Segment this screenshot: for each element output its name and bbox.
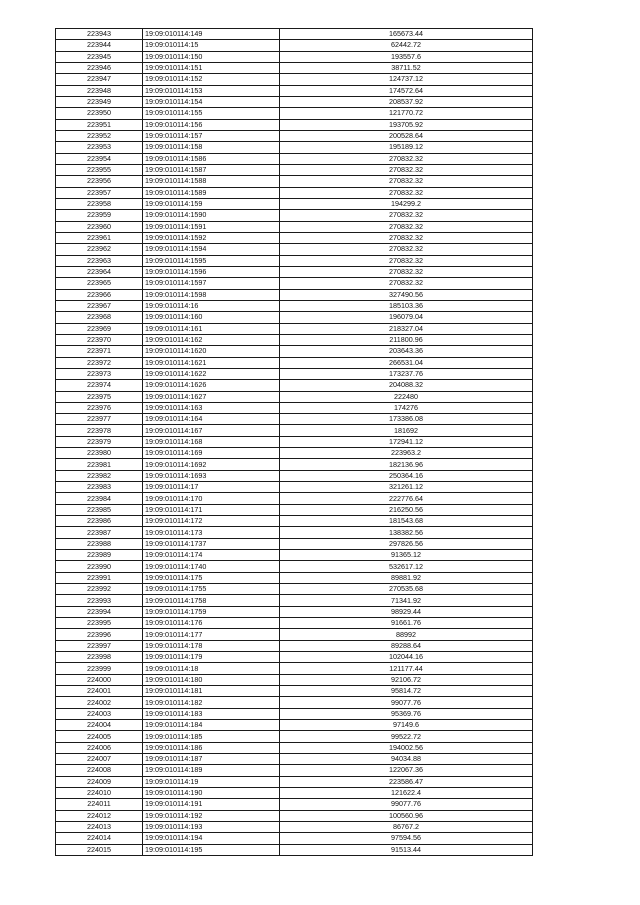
table-row <box>56 821 533 832</box>
table-row <box>56 142 533 153</box>
cadastral-number-cell: 19:09:010114:1589 <box>143 187 280 198</box>
cadastral-number-cell: 19:09:010114:181 <box>143 686 280 697</box>
cadastral-number-cell: 19:09:010114:182 <box>143 697 280 708</box>
cadastral-number-cell: 19:09:010114:1740 <box>143 561 280 572</box>
value-cell: 270832.32 <box>280 221 533 232</box>
cadastral-number-cell: 19:09:010114:193 <box>143 821 280 832</box>
value-cell: 92106.72 <box>280 674 533 685</box>
cadastral-number-cell: 19:09:010114:162 <box>143 334 280 345</box>
value-cell: 181543.68 <box>280 516 533 527</box>
value-cell: 223963.2 <box>280 448 533 459</box>
cadastral-number-cell: 19:09:010114:19 <box>143 776 280 787</box>
row-number-cell: 224005 <box>56 731 143 742</box>
table-row <box>56 187 533 198</box>
value-cell: 270535.68 <box>280 584 533 595</box>
row-number-cell: 223993 <box>56 595 143 606</box>
row-number-cell: 223998 <box>56 652 143 663</box>
cadastral-number-cell: 19:09:010114:16 <box>143 300 280 311</box>
table-row <box>56 425 533 436</box>
cadastral-number-cell: 19:09:010114:153 <box>143 85 280 96</box>
row-number-cell: 223979 <box>56 436 143 447</box>
value-cell: 182136.96 <box>280 459 533 470</box>
row-number-cell: 223969 <box>56 323 143 334</box>
cadastral-number-cell: 19:09:010114:183 <box>143 708 280 719</box>
table-row <box>56 334 533 345</box>
row-number-cell: 223995 <box>56 618 143 629</box>
cadastral-number-cell: 19:09:010114:1596 <box>143 266 280 277</box>
value-cell: 99522.72 <box>280 731 533 742</box>
row-number-cell: 223999 <box>56 663 143 674</box>
row-number-cell: 224015 <box>56 844 143 855</box>
cadastral-number-cell: 19:09:010114:18 <box>143 663 280 674</box>
row-number-cell: 223974 <box>56 380 143 391</box>
table-row <box>56 584 533 595</box>
table-row <box>56 153 533 164</box>
value-cell: 216250.56 <box>280 504 533 515</box>
table-row <box>56 720 533 731</box>
table-row <box>56 618 533 629</box>
row-number-cell: 223996 <box>56 629 143 640</box>
table-row <box>56 198 533 209</box>
cadastral-number-cell: 19:09:010114:1588 <box>143 176 280 187</box>
row-number-cell: 223992 <box>56 584 143 595</box>
value-cell: 89288.64 <box>280 640 533 651</box>
cadastral-number-cell: 19:09:010114:163 <box>143 402 280 413</box>
row-number-cell: 223961 <box>56 232 143 243</box>
table-row <box>56 51 533 62</box>
cadastral-number-cell: 19:09:010114:1626 <box>143 380 280 391</box>
value-cell: 173237.76 <box>280 368 533 379</box>
cadastral-number-cell: 19:09:010114:173 <box>143 527 280 538</box>
row-number-cell: 224007 <box>56 754 143 765</box>
table-row <box>56 697 533 708</box>
table-row <box>56 833 533 844</box>
value-cell: 71341.92 <box>280 595 533 606</box>
cadastral-number-cell: 19:09:010114:15 <box>143 40 280 51</box>
row-number-cell: 223944 <box>56 40 143 51</box>
table-row <box>56 232 533 243</box>
table-row <box>56 776 533 787</box>
row-number-cell: 223947 <box>56 74 143 85</box>
value-cell: 270832.32 <box>280 210 533 221</box>
value-cell: 91661.76 <box>280 618 533 629</box>
value-cell: 327490.56 <box>280 289 533 300</box>
row-number-cell: 223964 <box>56 266 143 277</box>
table-row <box>56 414 533 425</box>
row-number-cell: 223960 <box>56 221 143 232</box>
value-cell: 270832.32 <box>280 244 533 255</box>
row-number-cell: 223994 <box>56 606 143 617</box>
cadastral-number-cell: 19:09:010114:172 <box>143 516 280 527</box>
row-number-cell: 223966 <box>56 289 143 300</box>
table-row <box>56 754 533 765</box>
cadastral-number-cell: 19:09:010114:174 <box>143 550 280 561</box>
row-number-cell: 223983 <box>56 482 143 493</box>
value-cell: 88992 <box>280 629 533 640</box>
cadastral-number-cell: 19:09:010114:1627 <box>143 391 280 402</box>
row-number-cell: 224008 <box>56 765 143 776</box>
row-number-cell: 223963 <box>56 255 143 266</box>
table-row <box>56 493 533 504</box>
cadastral-number-cell: 19:09:010114:179 <box>143 652 280 663</box>
cadastral-number-cell: 19:09:010114:184 <box>143 720 280 731</box>
value-cell: 270832.32 <box>280 176 533 187</box>
table-row <box>56 323 533 334</box>
cadastral-number-cell: 19:09:010114:178 <box>143 640 280 651</box>
cadastral-number-cell: 19:09:010114:17 <box>143 482 280 493</box>
table-row <box>56 810 533 821</box>
row-number-cell: 223945 <box>56 51 143 62</box>
row-number-cell: 224014 <box>56 833 143 844</box>
value-cell: 95814.72 <box>280 686 533 697</box>
table-row <box>56 368 533 379</box>
value-cell: 211800.96 <box>280 334 533 345</box>
value-cell: 218327.04 <box>280 323 533 334</box>
value-cell: 100560.96 <box>280 810 533 821</box>
cadastral-number-cell: 19:09:010114:190 <box>143 787 280 798</box>
table-row <box>56 448 533 459</box>
cadastral-number-cell: 19:09:010114:152 <box>143 74 280 85</box>
cadastral-number-cell: 19:09:010114:191 <box>143 799 280 810</box>
cadastral-number-cell: 19:09:010114:169 <box>143 448 280 459</box>
table-row <box>56 130 533 141</box>
table-row <box>56 640 533 651</box>
cadastral-number-cell: 19:09:010114:1755 <box>143 584 280 595</box>
table-row <box>56 799 533 810</box>
row-number-cell: 223982 <box>56 470 143 481</box>
cadastral-number-cell: 19:09:010114:1591 <box>143 221 280 232</box>
value-cell: 532617.12 <box>280 561 533 572</box>
value-cell: 173386.08 <box>280 414 533 425</box>
cadastral-number-cell: 19:09:010114:161 <box>143 323 280 334</box>
cadastral-number-cell: 19:09:010114:170 <box>143 493 280 504</box>
cadastral-number-cell: 19:09:010114:157 <box>143 130 280 141</box>
value-cell: 122067.36 <box>280 765 533 776</box>
row-number-cell: 224009 <box>56 776 143 787</box>
cadastral-number-cell: 19:09:010114:180 <box>143 674 280 685</box>
cadastral-number-cell: 19:09:010114:186 <box>143 742 280 753</box>
table-row <box>56 346 533 357</box>
cadastral-number-cell: 19:09:010114:1587 <box>143 164 280 175</box>
value-cell: 270832.32 <box>280 164 533 175</box>
value-cell: 203643.36 <box>280 346 533 357</box>
table-row <box>56 108 533 119</box>
cadastral-number-cell: 19:09:010114:1622 <box>143 368 280 379</box>
cadastral-number-cell: 19:09:010114:1693 <box>143 470 280 481</box>
row-number-cell: 223956 <box>56 176 143 187</box>
row-number-cell: 223989 <box>56 550 143 561</box>
value-cell: 194299.2 <box>280 198 533 209</box>
table-row <box>56 221 533 232</box>
table-row <box>56 482 533 493</box>
row-number-cell: 223990 <box>56 561 143 572</box>
table-row <box>56 663 533 674</box>
cadastral-number-cell: 19:09:010114:1586 <box>143 153 280 164</box>
cadastral-number-cell: 19:09:010114:1594 <box>143 244 280 255</box>
table-row <box>56 300 533 311</box>
value-cell: 185103.36 <box>280 300 533 311</box>
row-number-cell: 223951 <box>56 119 143 130</box>
row-number-cell: 223980 <box>56 448 143 459</box>
cadastral-number-cell: 19:09:010114:1692 <box>143 459 280 470</box>
value-cell: 86767.2 <box>280 821 533 832</box>
table-row <box>56 312 533 323</box>
row-number-cell: 224010 <box>56 787 143 798</box>
table-row <box>56 266 533 277</box>
cadastral-number-cell: 19:09:010114:167 <box>143 425 280 436</box>
value-cell: 194002.56 <box>280 742 533 753</box>
table-row <box>56 787 533 798</box>
row-number-cell: 223957 <box>56 187 143 198</box>
table-row <box>56 85 533 96</box>
cadastral-number-cell: 19:09:010114:160 <box>143 312 280 323</box>
value-cell: 270832.32 <box>280 153 533 164</box>
row-number-cell: 223965 <box>56 278 143 289</box>
value-cell: 270832.32 <box>280 278 533 289</box>
value-cell: 266531.04 <box>280 357 533 368</box>
table-row <box>56 40 533 51</box>
row-number-cell: 223981 <box>56 459 143 470</box>
row-number-cell: 223971 <box>56 346 143 357</box>
table-row <box>56 459 533 470</box>
cadastral-number-cell: 19:09:010114:164 <box>143 414 280 425</box>
value-cell: 99077.76 <box>280 697 533 708</box>
row-number-cell: 223943 <box>56 29 143 40</box>
value-cell: 165673.44 <box>280 29 533 40</box>
value-cell: 102044.16 <box>280 652 533 663</box>
cadastral-number-cell: 19:09:010114:155 <box>143 108 280 119</box>
cadastral-number-cell: 19:09:010114:151 <box>143 62 280 73</box>
row-number-cell: 223959 <box>56 210 143 221</box>
table-row <box>56 436 533 447</box>
value-cell: 97149.6 <box>280 720 533 731</box>
value-cell: 98929.44 <box>280 606 533 617</box>
row-number-cell: 224013 <box>56 821 143 832</box>
cadastral-number-cell: 19:09:010114:194 <box>143 833 280 844</box>
table-row <box>56 686 533 697</box>
cadastral-number-cell: 19:09:010114:159 <box>143 198 280 209</box>
table-row <box>56 538 533 549</box>
value-cell: 91513.44 <box>280 844 533 855</box>
value-cell: 174572.64 <box>280 85 533 96</box>
cadastral-number-cell: 19:09:010114:158 <box>143 142 280 153</box>
table-row <box>56 62 533 73</box>
cadastral-number-cell: 19:09:010114:1598 <box>143 289 280 300</box>
table-row <box>56 289 533 300</box>
value-cell: 181692 <box>280 425 533 436</box>
table-row <box>56 606 533 617</box>
row-number-cell: 223962 <box>56 244 143 255</box>
cadastral-number-cell: 19:09:010114:150 <box>143 51 280 62</box>
table-row <box>56 561 533 572</box>
cadastral-number-cell: 19:09:010114:1592 <box>143 232 280 243</box>
cadastral-number-cell: 19:09:010114:1597 <box>143 278 280 289</box>
cadastral-number-cell: 19:09:010114:185 <box>143 731 280 742</box>
table-body <box>56 29 533 856</box>
row-number-cell: 223976 <box>56 402 143 413</box>
value-cell: 195189.12 <box>280 142 533 153</box>
row-number-cell: 223950 <box>56 108 143 119</box>
row-number-cell: 223986 <box>56 516 143 527</box>
table-row <box>56 629 533 640</box>
table-row <box>56 550 533 561</box>
table-row <box>56 516 533 527</box>
row-number-cell: 223954 <box>56 153 143 164</box>
table-row <box>56 527 533 538</box>
row-number-cell: 224002 <box>56 697 143 708</box>
cadastral-number-cell: 19:09:010114:1620 <box>143 346 280 357</box>
row-number-cell: 224004 <box>56 720 143 731</box>
row-number-cell: 223975 <box>56 391 143 402</box>
value-cell: 121622.4 <box>280 787 533 798</box>
value-cell: 270832.32 <box>280 187 533 198</box>
table-row <box>56 357 533 368</box>
row-number-cell: 223958 <box>56 198 143 209</box>
cadastral-value-table <box>55 28 533 856</box>
value-cell: 223586.47 <box>280 776 533 787</box>
table-row <box>56 470 533 481</box>
cadastral-number-cell: 19:09:010114:1590 <box>143 210 280 221</box>
cadastral-number-cell: 19:09:010114:195 <box>143 844 280 855</box>
cadastral-number-cell: 19:09:010114:177 <box>143 629 280 640</box>
row-number-cell: 224012 <box>56 810 143 821</box>
row-number-cell: 223953 <box>56 142 143 153</box>
row-number-cell: 224000 <box>56 674 143 685</box>
cadastral-number-cell: 19:09:010114:187 <box>143 754 280 765</box>
cadastral-number-cell: 19:09:010114:175 <box>143 572 280 583</box>
table-row <box>56 391 533 402</box>
cadastral-number-cell: 19:09:010114:149 <box>143 29 280 40</box>
row-number-cell: 224003 <box>56 708 143 719</box>
table-row <box>56 210 533 221</box>
value-cell: 204088.32 <box>280 380 533 391</box>
cadastral-number-cell: 19:09:010114:171 <box>143 504 280 515</box>
value-cell: 270832.32 <box>280 232 533 243</box>
table-row <box>56 74 533 85</box>
value-cell: 89881.92 <box>280 572 533 583</box>
table-row <box>56 29 533 40</box>
value-cell: 121770.72 <box>280 108 533 119</box>
table-row <box>56 674 533 685</box>
row-number-cell: 223985 <box>56 504 143 515</box>
row-number-cell: 223984 <box>56 493 143 504</box>
table-row <box>56 504 533 515</box>
table-row <box>56 255 533 266</box>
cadastral-number-cell: 19:09:010114:154 <box>143 96 280 107</box>
value-cell: 124737.12 <box>280 74 533 85</box>
table-row <box>56 164 533 175</box>
table-row <box>56 708 533 719</box>
cadastral-number-cell: 19:09:010114:1737 <box>143 538 280 549</box>
cadastral-number-cell: 19:09:010114:1595 <box>143 255 280 266</box>
table-row <box>56 731 533 742</box>
table-row <box>56 244 533 255</box>
cadastral-number-cell: 19:09:010114:189 <box>143 765 280 776</box>
value-cell: 62442.72 <box>280 40 533 51</box>
table-row <box>56 844 533 855</box>
value-cell: 121177.44 <box>280 663 533 674</box>
table-row <box>56 652 533 663</box>
row-number-cell: 223946 <box>56 62 143 73</box>
value-cell: 270832.32 <box>280 266 533 277</box>
cadastral-number-cell: 19:09:010114:168 <box>143 436 280 447</box>
value-cell: 250364.16 <box>280 470 533 481</box>
row-number-cell: 223968 <box>56 312 143 323</box>
value-cell: 193705.92 <box>280 119 533 130</box>
row-number-cell: 223972 <box>56 357 143 368</box>
value-cell: 91365.12 <box>280 550 533 561</box>
cadastral-number-cell: 19:09:010114:192 <box>143 810 280 821</box>
row-number-cell: 223970 <box>56 334 143 345</box>
table-row <box>56 765 533 776</box>
value-cell: 38711.52 <box>280 62 533 73</box>
row-number-cell: 223978 <box>56 425 143 436</box>
table-row <box>56 380 533 391</box>
table-row <box>56 572 533 583</box>
value-cell: 94034.88 <box>280 754 533 765</box>
cadastral-number-cell: 19:09:010114:156 <box>143 119 280 130</box>
cadastral-number-cell: 19:09:010114:1759 <box>143 606 280 617</box>
value-cell: 138382.56 <box>280 527 533 538</box>
value-cell: 97594.56 <box>280 833 533 844</box>
document-page <box>55 28 533 856</box>
table-row <box>56 119 533 130</box>
row-number-cell: 223991 <box>56 572 143 583</box>
cadastral-number-cell: 19:09:010114:1621 <box>143 357 280 368</box>
value-cell: 95369.76 <box>280 708 533 719</box>
value-cell: 174276 <box>280 402 533 413</box>
table-row <box>56 176 533 187</box>
row-number-cell: 224011 <box>56 799 143 810</box>
value-cell: 297826.56 <box>280 538 533 549</box>
value-cell: 321261.12 <box>280 482 533 493</box>
value-cell: 270832.32 <box>280 255 533 266</box>
table-row <box>56 278 533 289</box>
table-row <box>56 595 533 606</box>
row-number-cell: 223987 <box>56 527 143 538</box>
value-cell: 208537.92 <box>280 96 533 107</box>
value-cell: 172941.12 <box>280 436 533 447</box>
row-number-cell: 223977 <box>56 414 143 425</box>
cadastral-number-cell: 19:09:010114:176 <box>143 618 280 629</box>
value-cell: 193557.6 <box>280 51 533 62</box>
row-number-cell: 223949 <box>56 96 143 107</box>
table-row <box>56 742 533 753</box>
row-number-cell: 223948 <box>56 85 143 96</box>
row-number-cell: 223988 <box>56 538 143 549</box>
row-number-cell: 223967 <box>56 300 143 311</box>
value-cell: 200528.64 <box>280 130 533 141</box>
value-cell: 99077.76 <box>280 799 533 810</box>
cadastral-number-cell: 19:09:010114:1758 <box>143 595 280 606</box>
table-row <box>56 402 533 413</box>
row-number-cell: 223952 <box>56 130 143 141</box>
row-number-cell: 223955 <box>56 164 143 175</box>
row-number-cell: 223997 <box>56 640 143 651</box>
row-number-cell: 224006 <box>56 742 143 753</box>
value-cell: 196079.04 <box>280 312 533 323</box>
row-number-cell: 224001 <box>56 686 143 697</box>
value-cell: 222776.64 <box>280 493 533 504</box>
value-cell: 222480 <box>280 391 533 402</box>
row-number-cell: 223973 <box>56 368 143 379</box>
table-row <box>56 96 533 107</box>
